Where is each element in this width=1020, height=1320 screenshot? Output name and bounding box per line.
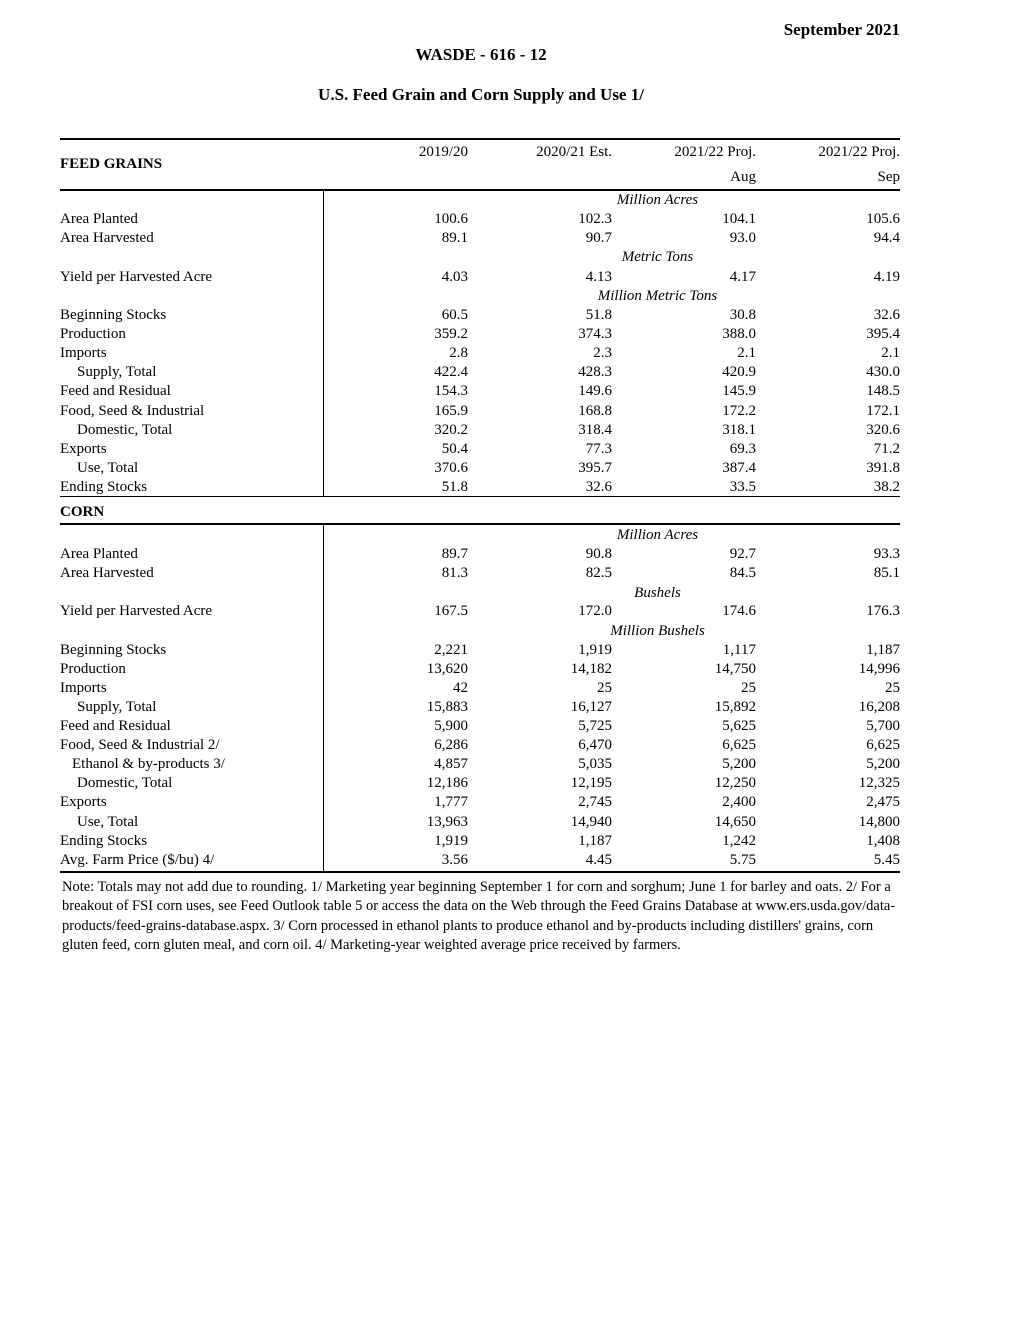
- value-cell: 12,325: [858, 775, 900, 791]
- row-label: Use, Total: [77, 814, 139, 830]
- value-cell: 15,892: [714, 699, 756, 715]
- value-cell: 15,883: [426, 699, 468, 715]
- value-cell: 318.1: [722, 422, 756, 438]
- value-cell: 1,919: [434, 833, 468, 849]
- value-cell: 4.03: [441, 269, 468, 285]
- value-cell: 60.5: [441, 307, 468, 323]
- section-heading-feed-grains: FEED GRAINS: [60, 156, 163, 172]
- value-cell: 172.0: [578, 603, 612, 619]
- value-cell: 105.6: [866, 211, 900, 227]
- footnote: Note: Totals may not add due to rounding. 1/ Marketing year beginning September 1 for corn and sorghum; June 1 for barley and oats. 2/ For a breakout of FSI corn uses, see Feed Outlook table 5 or access the data on the Web through the Feed Grains Database at www.ers.usda.gov/data-products/feed-grains-database.aspx. 3/ Corn processed in ethanol plants to produce ethanol and by-products including distillers' grains, corn gluten feed, corn gluten meal, and corn oil. 4/ Marketing-year weighted average price received by farmers.: [62, 879, 896, 953]
- value-cell: 4.19: [873, 269, 900, 285]
- value-cell: 25: [885, 680, 900, 696]
- value-cell: 5,900: [434, 718, 468, 734]
- corn-heading-rule: [60, 523, 900, 525]
- row-label: Food, Seed & Industrial 2/: [60, 737, 220, 753]
- value-cell: 104.1: [722, 211, 756, 227]
- value-cell: 6,625: [722, 737, 756, 753]
- value-cell: 4,857: [434, 756, 468, 772]
- column-subheader-sep: Sep: [877, 169, 900, 185]
- value-cell: 100.6: [434, 211, 468, 227]
- value-cell: 16,127: [570, 699, 612, 715]
- value-cell: 51.8: [585, 307, 612, 323]
- value-cell: 90.7: [585, 230, 612, 246]
- value-cell: 4.13: [585, 269, 612, 285]
- row-label: Use, Total: [77, 460, 139, 476]
- table-title: U.S. Feed Grain and Corn Supply and Use 1/: [318, 85, 644, 104]
- row-label: Area Harvested: [60, 565, 154, 581]
- value-cell: 14,182: [570, 661, 612, 677]
- unit-label: Bushels: [634, 585, 681, 601]
- value-cell: 13,963: [426, 814, 468, 830]
- value-cell: 145.9: [722, 383, 756, 399]
- value-cell: 4.45: [585, 852, 612, 868]
- top-rule: [60, 138, 900, 140]
- column-divider-feed-grains: [323, 190, 324, 496]
- value-cell: 92.7: [729, 546, 756, 562]
- value-cell: 420.9: [722, 364, 756, 380]
- report-id: WASDE - 616 - 12: [415, 45, 547, 64]
- unit-label: Metric Tons: [621, 249, 694, 265]
- value-cell: 89.1: [441, 230, 468, 246]
- value-cell: 5.75: [729, 852, 756, 868]
- value-cell: 71.2: [873, 441, 900, 457]
- value-cell: 2.3: [593, 345, 612, 361]
- column-header-2019: 2019/20: [418, 144, 468, 160]
- row-label: Beginning Stocks: [60, 642, 167, 658]
- value-cell: 102.3: [578, 211, 612, 227]
- value-cell: 5,725: [578, 718, 612, 734]
- row-label: Area Harvested: [60, 230, 154, 246]
- row-label: Domestic, Total: [77, 422, 173, 438]
- value-cell: 359.2: [434, 326, 468, 342]
- row-label: Area Planted: [60, 211, 138, 227]
- value-cell: 395.4: [866, 326, 900, 342]
- row-label: Feed and Residual: [60, 383, 171, 399]
- row-label: Ending Stocks: [60, 833, 148, 849]
- row-label: Yield per Harvested Acre: [60, 269, 213, 285]
- value-cell: 89.7: [441, 546, 468, 562]
- value-cell: 4.17: [729, 269, 756, 285]
- row-label: Supply, Total: [77, 364, 157, 380]
- value-cell: 2,745: [578, 794, 612, 810]
- value-cell: 172.2: [722, 403, 756, 419]
- value-cell: 6,470: [578, 737, 612, 753]
- row-label: Yield per Harvested Acre: [60, 603, 213, 619]
- value-cell: 1,117: [722, 642, 756, 658]
- unit-label: Million Acres: [616, 527, 699, 543]
- value-cell: 430.0: [866, 364, 900, 380]
- value-cell: 5,035: [578, 756, 612, 772]
- value-cell: 168.8: [578, 403, 612, 419]
- row-label: Beginning Stocks: [60, 307, 167, 323]
- value-cell: 5,200: [722, 756, 756, 772]
- row-label: Area Planted: [60, 546, 138, 562]
- value-cell: 1,242: [722, 833, 756, 849]
- value-cell: 1,408: [866, 833, 900, 849]
- value-cell: 16,208: [858, 699, 900, 715]
- value-cell: 85.1: [873, 565, 900, 581]
- value-cell: 1,187: [578, 833, 612, 849]
- value-cell: 12,195: [570, 775, 612, 791]
- value-cell: 165.9: [434, 403, 468, 419]
- value-cell: 2,400: [722, 794, 756, 810]
- value-cell: 30.8: [729, 307, 756, 323]
- value-cell: 370.6: [434, 460, 468, 476]
- value-cell: 318.4: [578, 422, 612, 438]
- row-label: Feed and Residual: [60, 718, 171, 734]
- row-label: Imports: [60, 345, 107, 361]
- unit-label: Million Bushels: [610, 623, 705, 639]
- value-cell: 167.5: [434, 603, 468, 619]
- value-cell: 2.8: [449, 345, 468, 361]
- value-cell: 6,625: [866, 737, 900, 753]
- value-cell: 172.1: [866, 403, 900, 419]
- row-label: Avg. Farm Price ($/bu) 4/: [60, 852, 215, 868]
- value-cell: 154.3: [434, 383, 468, 399]
- value-cell: 12,186: [426, 775, 468, 791]
- value-cell: 94.4: [873, 230, 900, 246]
- value-cell: 1,187: [866, 642, 900, 658]
- value-cell: 388.0: [722, 326, 756, 342]
- value-cell: 174.6: [722, 603, 756, 619]
- value-cell: 320.6: [866, 422, 900, 438]
- value-cell: 5,625: [722, 718, 756, 734]
- value-cell: 84.5: [729, 565, 756, 581]
- value-cell: 25: [597, 680, 612, 696]
- value-cell: 374.3: [578, 326, 612, 342]
- value-cell: 51.8: [441, 479, 468, 495]
- row-label: Supply, Total: [77, 699, 157, 715]
- value-cell: 391.8: [866, 460, 900, 476]
- value-cell: 428.3: [578, 364, 612, 380]
- column-header-2021-aug: 2021/22 Proj.: [674, 144, 756, 160]
- value-cell: 93.3: [873, 546, 900, 562]
- row-label: Exports: [60, 441, 107, 457]
- value-cell: 25: [741, 680, 756, 696]
- value-cell: 5,200: [866, 756, 900, 772]
- value-cell: 3.56: [441, 852, 468, 868]
- row-label: Ending Stocks: [60, 479, 148, 495]
- column-header-2020: 2020/21 Est.: [536, 144, 612, 160]
- unit-label: Million Metric Tons: [597, 288, 718, 304]
- row-label: Food, Seed & Industrial: [60, 403, 205, 419]
- value-cell: 2,475: [866, 794, 900, 810]
- bottom-rule: [60, 871, 900, 873]
- value-cell: 5.45: [873, 852, 900, 868]
- value-cell: 38.2: [873, 479, 900, 495]
- value-cell: 77.3: [585, 441, 612, 457]
- value-cell: 2.1: [881, 345, 900, 361]
- row-label: Production: [60, 661, 126, 677]
- value-cell: 42: [453, 680, 468, 696]
- value-cell: 148.5: [866, 383, 900, 399]
- value-cell: 5,700: [866, 718, 900, 734]
- report-date: September 2021: [783, 20, 900, 39]
- value-cell: 149.6: [578, 383, 612, 399]
- value-cell: 2.1: [737, 345, 756, 361]
- value-cell: 90.8: [585, 546, 612, 562]
- value-cell: 2,221: [434, 642, 468, 658]
- value-cell: 6,286: [434, 737, 468, 753]
- value-cell: 320.2: [434, 422, 468, 438]
- value-cell: 69.3: [729, 441, 756, 457]
- unit-label: Million Acres: [616, 192, 699, 208]
- value-cell: 13,620: [426, 661, 468, 677]
- value-cell: 422.4: [434, 364, 468, 380]
- value-cell: 387.4: [722, 460, 756, 476]
- value-cell: 82.5: [585, 565, 612, 581]
- value-cell: 32.6: [873, 307, 900, 323]
- column-header-2021-sep: 2021/22 Proj.: [818, 144, 900, 160]
- value-cell: 33.5: [729, 479, 756, 495]
- value-cell: 81.3: [441, 565, 468, 581]
- value-cell: 32.6: [585, 479, 612, 495]
- value-cell: 50.4: [441, 441, 468, 457]
- value-cell: 14,996: [858, 661, 900, 677]
- value-cell: 14,750: [714, 661, 756, 677]
- row-label: Exports: [60, 794, 107, 810]
- value-cell: 14,940: [570, 814, 612, 830]
- row-label: Ethanol & by-products 3/: [72, 756, 225, 772]
- value-cell: 176.3: [866, 603, 900, 619]
- value-cell: 1,919: [578, 642, 612, 658]
- value-cell: 14,800: [858, 814, 900, 830]
- column-subheader-aug: Aug: [730, 169, 756, 185]
- value-cell: 12,250: [714, 775, 756, 791]
- section-heading-corn: CORN: [60, 504, 105, 520]
- row-label: Imports: [60, 680, 107, 696]
- row-label: Domestic, Total: [77, 775, 173, 791]
- value-cell: 395.7: [578, 460, 612, 476]
- value-cell: 93.0: [729, 230, 756, 246]
- value-cell: 1,777: [434, 794, 468, 810]
- row-label: Production: [60, 326, 126, 342]
- value-cell: 14,650: [714, 814, 756, 830]
